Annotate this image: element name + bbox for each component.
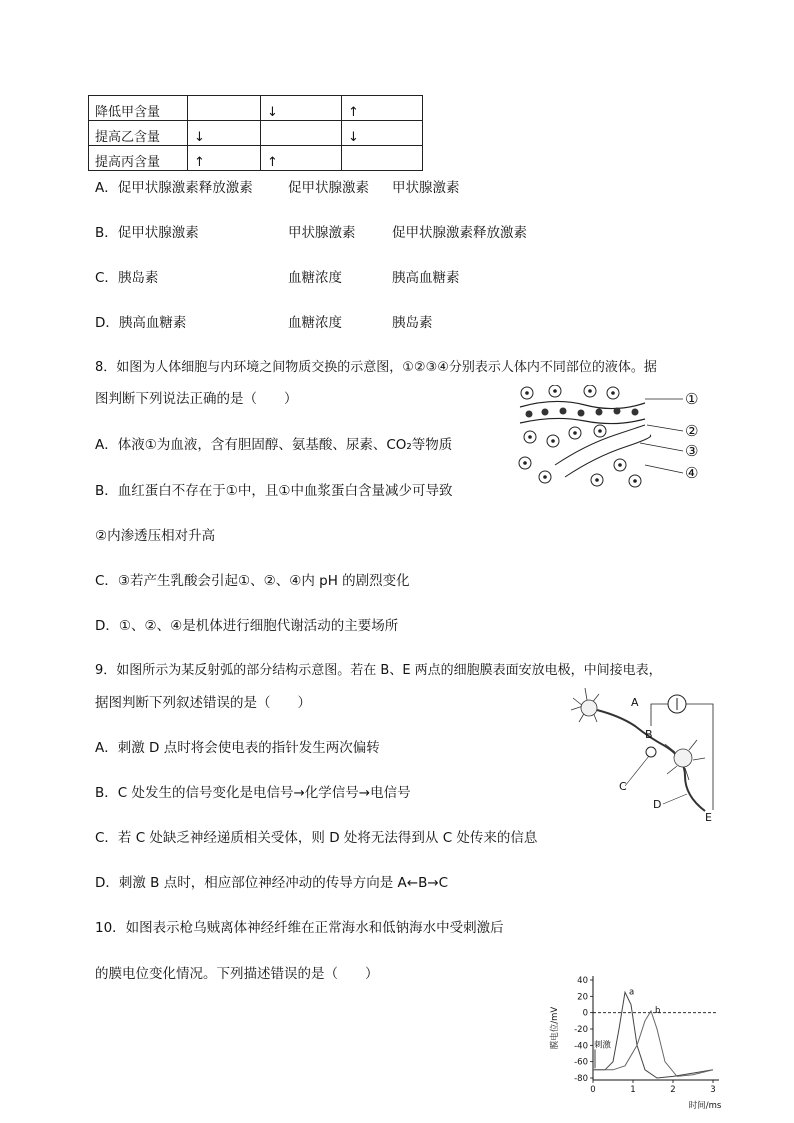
figure-label-4: ④ (685, 464, 699, 482)
y-tick-label: -40 (574, 1041, 588, 1052)
q9-option-b: B．C 处发生的信号变化是电信号→化学信号→电信号 (95, 785, 411, 801)
x-tick-label: 3 (710, 1085, 716, 1095)
label-d: D (653, 798, 662, 811)
figure-label-2: ② (685, 422, 699, 440)
stimulus-annotation: 刺激 (594, 1040, 612, 1051)
blood-cells (526, 408, 639, 418)
table-cell (342, 146, 423, 171)
table-row (89, 146, 423, 171)
table-cell: 提高丙含量 (89, 146, 188, 171)
y-tick-label: 40 (577, 976, 588, 986)
wire-b (651, 704, 668, 726)
table-cell: 提高乙含量 (89, 121, 188, 146)
q9-stem-cont: 据图判断下列叙述错误的是（ ） (95, 695, 311, 711)
y-tick-label: -80 (574, 1074, 588, 1084)
leader-lines (640, 399, 683, 473)
table-cell: ↓ (261, 96, 342, 121)
x-tick-label: 0 (590, 1085, 596, 1095)
table-cell (261, 121, 342, 146)
q8-option-a: A．体液①为血液，含有胆固醇、氨基酸、尿素、CO₂等物质 (95, 437, 453, 453)
tissue-cells (519, 385, 641, 487)
series-label-a: a (629, 987, 635, 998)
series-line-a (593, 992, 713, 1078)
tissue-exchange-figure (515, 385, 705, 495)
q7-option-a: A．促甲状腺激素释放激素 (95, 180, 253, 196)
q8-option-d: D．①、②、④是机体进行细胞代谢活动的主要场所 (95, 618, 399, 634)
q9-option-a: A．刺激 D 点时将会使电表的指针发生两次偏转 (95, 740, 380, 756)
table-row (89, 96, 423, 121)
table-cell: ↑ (342, 96, 423, 121)
series-label-b: b (655, 1006, 661, 1017)
table-cell: ↑ (188, 146, 261, 171)
label-b: B (645, 728, 653, 741)
capillary-wall (520, 418, 645, 423)
q7-option-b-col2: 甲状腺激素 (288, 225, 356, 241)
figure-label-3: ③ (685, 442, 699, 460)
regulation-table (88, 95, 423, 171)
q7-option-d-col2: 血糖浓度 (288, 315, 342, 331)
q10-stem-cont: 的膜电位变化情况。下列描述错误的是（ ） (95, 966, 379, 982)
q10-stem: 10．如图表示枪乌贼离体神经纤维在正常海水和低钠海水中受刺激后 (95, 920, 504, 936)
y-tick-label: -60 (574, 1057, 588, 1068)
reflex-arc-figure (565, 686, 730, 824)
q7-option-b: B．促甲状腺激素 (95, 225, 199, 241)
label-e: E (705, 811, 712, 824)
label-a: A (631, 696, 639, 709)
y-tick-label: 20 (577, 992, 588, 1003)
q9-stem: 9．如图所示为某反射弧的部分结构示意图。若在 B、E 两点的细胞膜表面安放电极，中间接电表， (95, 663, 662, 678)
q8-option-b: B．血红蛋白不存在于①中，且①中血浆蛋白含量减少可导致 (95, 483, 453, 499)
q9-option-c: C．若 C 处缺乏神经递质相关受体，则 D 处将无法得到从 C 处传来的信息 (95, 830, 538, 846)
table-row (89, 121, 423, 146)
label-c: C (619, 780, 627, 793)
q8-stem: 8．如图为人体细胞与内环境之间物质交换的示意图，①②③④分别表示人体内不同部位的液体。据 (95, 360, 657, 375)
q7-option-c-col2: 血糖浓度 (288, 270, 342, 286)
q7-option-c: C．胰岛素 (95, 270, 159, 286)
q7-option-a-col3: 甲状腺激素 (392, 180, 460, 196)
x-tick-label: 2 (670, 1085, 676, 1095)
q7-option-c-col3: 胰高血糖素 (392, 270, 460, 286)
membrane-potential-chart (545, 968, 735, 1113)
table-cell: ↓ (188, 121, 261, 146)
leader-c (625, 756, 649, 786)
x-axis-label: 时间/ms (688, 1101, 722, 1111)
q8-option-b-cont: ②内渗透压相对升高 (95, 528, 216, 544)
x-tick-label: 1 (630, 1085, 636, 1095)
y-tick-label: -20 (574, 1025, 588, 1035)
q9-option-d: D．刺激 B 点时，相应部位神经冲动的传导方向是 A←B→C (95, 875, 449, 891)
q8-stem-cont: 图判断下列说法正确的是（ ） (95, 391, 298, 407)
synapse-marker (646, 747, 656, 757)
y-axis-label: 膜电位/mV (550, 1006, 560, 1050)
q7-option-a-col2: 促甲状腺激素 (288, 180, 369, 196)
figure-label-1: ① (685, 390, 699, 408)
q7-option-d: D．胰高血糖素 (95, 315, 187, 331)
q7-option-d-col3: 胰岛素 (392, 315, 433, 331)
q8-option-c: C．③若产生乳酸会引起①、②、④内 pH 的剧烈变化 (95, 573, 410, 589)
leader-d (663, 794, 687, 804)
table-cell: 降低甲含量 (89, 96, 188, 121)
table-cell: ↑ (261, 146, 342, 171)
capillary-wall (520, 401, 645, 408)
y-tick-label: 0 (582, 1008, 588, 1019)
table-cell: ↓ (342, 121, 423, 146)
lymph-vessel (565, 435, 651, 477)
table-cell (188, 96, 261, 121)
q7-option-b-col3: 促甲状腺激素释放激素 (392, 225, 527, 241)
